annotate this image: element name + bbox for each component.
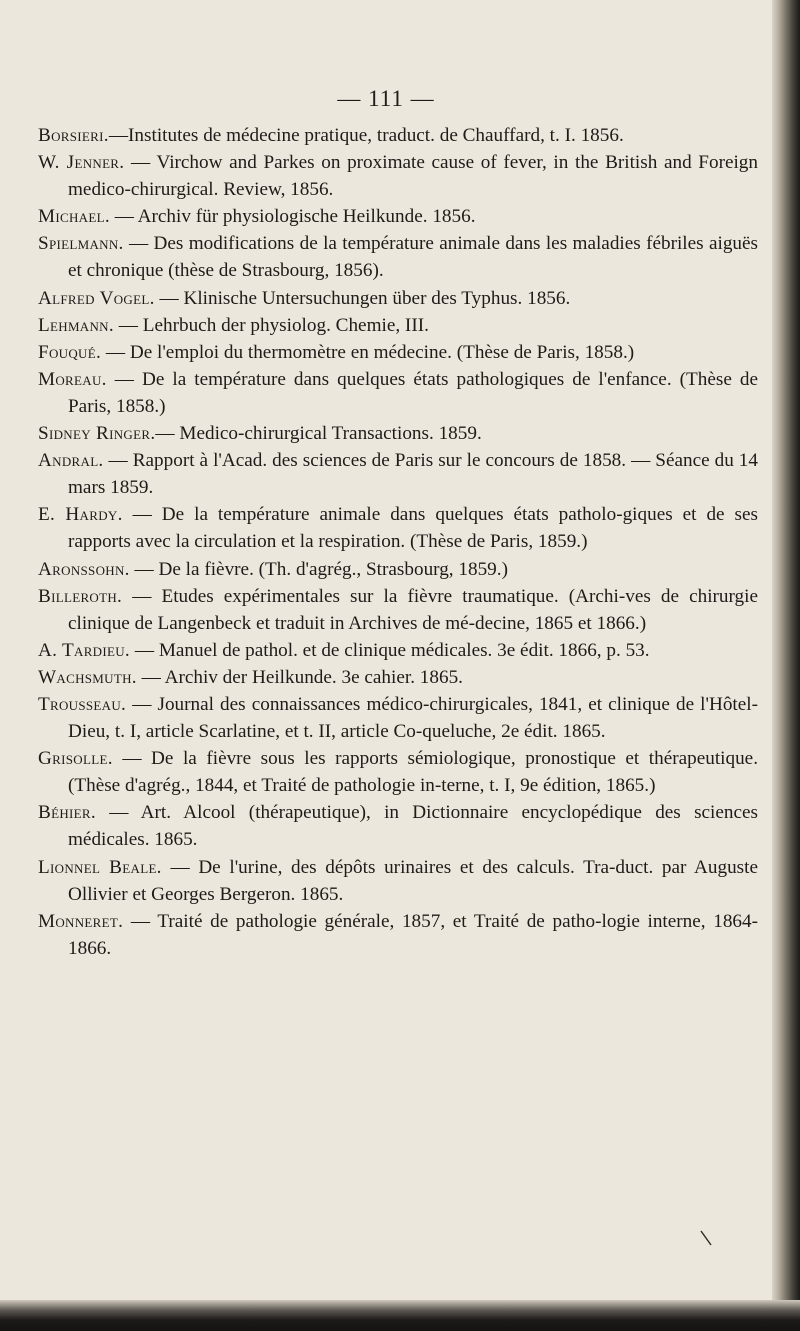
entry-author: Grisolle. <box>38 748 113 770</box>
bibliography-entry <box>38 339 758 366</box>
entry-text: — De la fièvre. (Th. d'agrég., Strasbourg, 1859.) <box>129 558 508 580</box>
bibliography-entry <box>38 420 758 447</box>
scan-bottom-edge <box>0 1300 800 1331</box>
entry-text: — Medico-chirurgical Transactions. 1859. <box>155 423 482 445</box>
bibliography-entry <box>38 122 758 149</box>
entry-text: — De l'urine, des dépôts urinaires et des calculs. Tra-duct. par Auguste Ollivier et Georges Bergeron. 1865. <box>68 856 758 905</box>
entry-author: E. Hardy. <box>38 504 123 526</box>
entry-author: Sidney Ringer. <box>38 423 156 445</box>
entry-text: — Archiv für physiologische Heilkunde. 1856. <box>109 206 476 228</box>
entry-author: Monneret. <box>38 910 124 932</box>
entry-text: — Archiv der Heilkunde. 3e cahier. 1865. <box>136 666 463 688</box>
entry-text: — Rapport à l'Acad. des sciences de Paris sur le concours de 1858. — Séance du 14 mars 1859. <box>68 450 758 499</box>
entry-author: Lehmann. <box>38 314 114 336</box>
bibliography-entry <box>38 691 758 745</box>
entry-text: — Art. Alcool (thérapeutique), in Dictionnaire encyclopédique des sciences médicales. 1865. <box>68 802 758 851</box>
entry-author: Lionnel Beale. <box>38 856 162 878</box>
entry-text: — Des modifications de la température animale dans les maladies fébriles aiguës et chronique (thèse de Strasbourg, 1856). <box>68 233 758 282</box>
entry-author: Fouqué. <box>38 341 102 363</box>
bibliography-entry <box>38 854 758 908</box>
bibliography-entry <box>38 637 758 664</box>
bibliography-entry <box>38 230 758 284</box>
bibliography-entry <box>38 556 758 583</box>
entry-author: Borsieri. <box>38 125 109 146</box>
entry-text: — Lehrbuch der physiolog. Chemie, III. <box>113 314 429 336</box>
bibliography-entry <box>38 285 758 312</box>
bibliography-list <box>38 122 758 962</box>
entry-text: — De la température animale dans quelques états patholo-giques et de ses rapports avec la circulation et la respiration. (Thèse de Paris, 1859.) <box>68 504 758 553</box>
bibliography-entry <box>38 583 758 637</box>
bibliography-entry <box>38 447 758 501</box>
entry-text: —Institutes de médecine pratique, traduct. de Chauffard, t. I. 1856. <box>108 125 624 146</box>
entry-author: W. Jenner. <box>38 152 125 174</box>
entry-author: A. Tardieu. <box>38 639 131 661</box>
entry-text: — De l'emploi du thermomètre en médecine. (Thèse de Paris, 1858.) <box>101 341 635 363</box>
entry-author: Moreau. <box>38 368 107 390</box>
bibliography-entry <box>38 366 758 420</box>
entry-text: — De la température dans quelques états pathologiques de l'enfance. (Thèse de Paris, 1858.) <box>68 368 758 417</box>
entry-author: Michael. <box>38 206 110 228</box>
bibliography-entry <box>38 312 758 339</box>
entry-author: Andral. <box>38 450 104 472</box>
entry-author: Alfred Vogel. <box>38 287 155 309</box>
entry-author: Wachsmuth. <box>38 666 137 688</box>
pencil-mark-icon <box>700 1230 712 1246</box>
page-number: — 111 — <box>337 86 435 111</box>
entry-text: — Virchow and Parkes on proximate cause of fever, in the British and Foreign medico-chirurgical. Review, 1856. <box>68 152 758 201</box>
page-binding-edge <box>772 0 800 1331</box>
entry-text: — Traité de pathologie générale, 1857, et Traité de patho-logie interne, 1864-1866. <box>68 910 758 959</box>
bibliography-entry <box>38 745 758 799</box>
bibliography-entry <box>38 501 758 555</box>
entry-text: — De la fièvre sous les rapports sémiologique, pronostique et thérapeutique. (Thèse d'agrég., 1844, et Traité de pathologie in-terne, t. I, 9e édition, 1865.) <box>68 748 758 797</box>
entry-author: Béhier. <box>38 802 96 824</box>
entry-text: — Etudes expérimentales sur la fièvre traumatique. (Archi-ves de chirurgie clinique de Langenbeck et traduit in Archives de mé-decine, 1865 et 1866.) <box>68 585 758 634</box>
entry-author: Trousseau. <box>38 693 127 715</box>
entry-text: — Manuel de pathol. et de clinique médicales. 3e édit. 1866, p. 53. <box>130 639 650 661</box>
bibliography-entry <box>38 908 758 962</box>
entry-text: — Journal des connaissances médico-chirurgicales, 1841, et clinique de l'Hôtel-Dieu, t. I, article Scarlatine, et t. II, article Co-queluche, 2e édit. 1865. <box>68 693 758 743</box>
bibliography-entry <box>38 149 758 203</box>
bibliography-entry <box>38 203 758 230</box>
entry-author: Aronssohn. <box>38 558 130 580</box>
bibliography-entry <box>38 664 758 691</box>
entry-text: — Klinische Untersuchungen über des Typhus. 1856. <box>154 287 571 309</box>
entry-author: Spielmann. <box>38 233 124 255</box>
bibliography-entry <box>38 799 758 853</box>
entry-author: Billeroth. <box>38 585 123 607</box>
